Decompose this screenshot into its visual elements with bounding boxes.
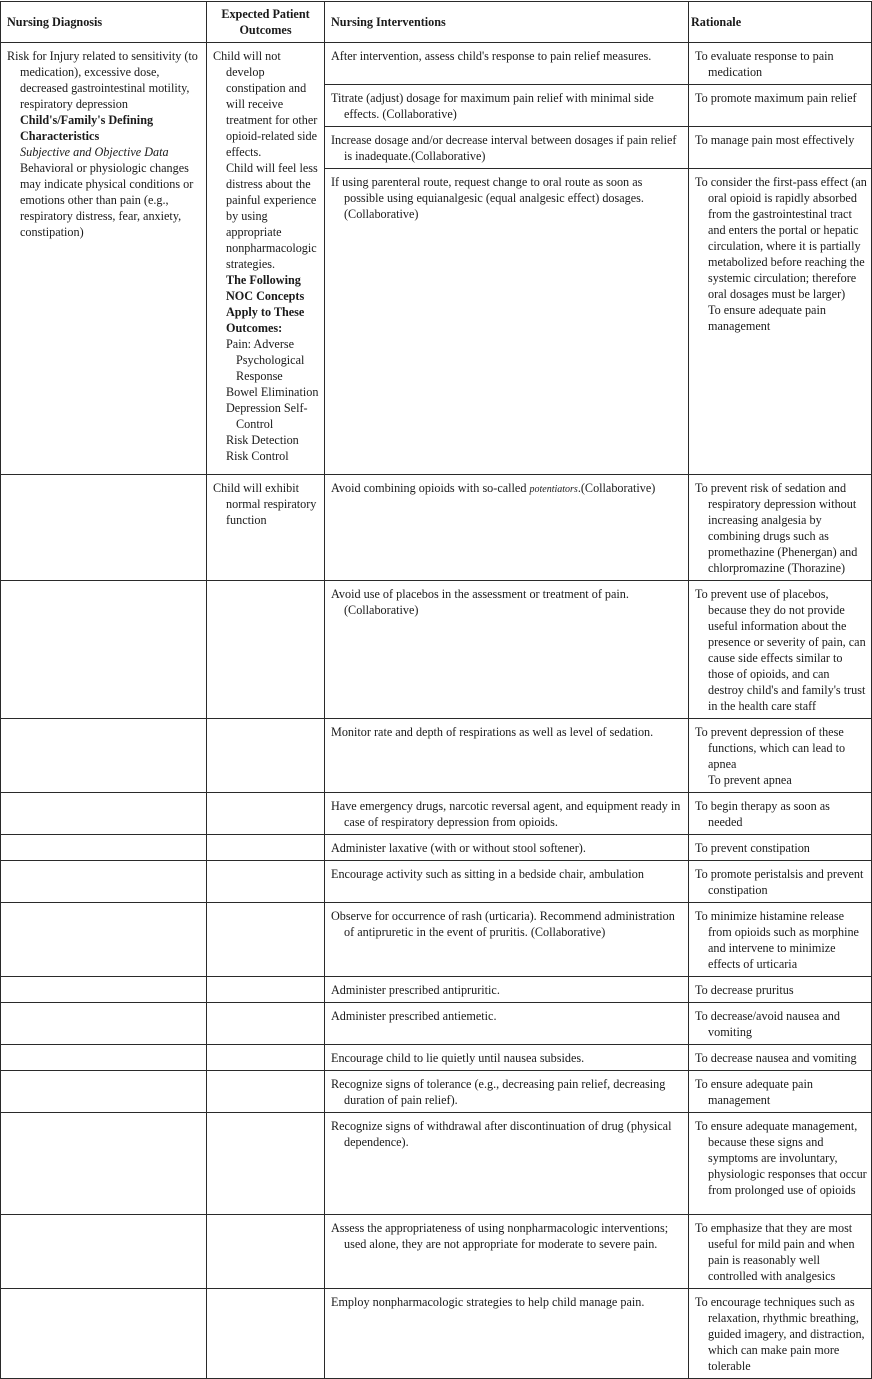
table-row [1,719,872,793]
table-row [1,581,872,719]
outcomes-cell-empty [207,1215,325,1289]
rationale-cell [689,861,872,903]
defining-characteristics-heading: Child's/Family's Defining Characteristics [20,113,154,143]
rationale-text: To ensure adequate pain management [695,1077,813,1107]
noc-item: Risk Control [226,449,289,463]
diagnosis-cell-empty [1,1045,207,1071]
noc-item: Pain: Adverse Psychological Response [226,337,305,383]
table-row [1,903,872,977]
intervention-text: Administer prescribed antipruritic. [331,983,500,997]
rationale-text: To prevent depression of these functions, which can lead to apnea [695,725,846,771]
diagnosis-cell-empty [1,475,207,581]
outcomes-cell-empty [207,793,325,835]
diagnosis-cell-empty [1,793,207,835]
rationale-text: To prevent use of placebos, because they do not provide useful information about the presence or severity of pain, can cause side effects similar to those of opioids, and can destroy child's and family's trust in the health care staff [695,587,866,713]
rationale-cell [689,835,872,861]
noc-item: Depression Self-Control [226,401,308,431]
table-row [1,43,872,85]
outcomes-cell [207,43,325,475]
table-row [1,793,872,835]
intervention-cell: Increase dosage and/or decrease interval between dosages if pain relief is inadequate.(Collaborative) [325,127,689,169]
intervention-text: Monitor rate and depth of respirations as well as level of sedation. [331,725,654,739]
table-row [1,861,872,903]
outcomes-cell [207,475,325,581]
outcomes-cell-empty [207,1045,325,1071]
rationale-cell [689,903,872,977]
nursing-care-plan-table [0,1,872,1379]
outcome-respiratory: Child will exhibit normal respiratory function [213,481,317,527]
rationale-cell [689,581,872,719]
table-row [1,835,872,861]
diagnosis-cell-empty [1,581,207,719]
intervention-cell [325,1045,689,1071]
noc-list [213,336,320,464]
outcomes-cell-empty [207,1113,325,1215]
rationale-text: To begin therapy as soon as needed [695,799,830,829]
intervention-cell [325,1113,689,1215]
intervention-text: Encourage activity such as sitting in a bedside chair, ambulation [331,867,644,881]
table-row [1,475,872,581]
rationale-text: To promote peristalsis and prevent constipation [695,867,864,897]
rationale-text: To ensure adequate management, because these signs and symptoms are involuntary, physiologic responses that occur from prolonged use of opioids [695,1119,867,1197]
intervention-cell: Titrate (adjust) dosage for maximum pain relief with minimal side effects. (Collaborative) [325,85,689,127]
rationale-text: To ensure adequate pain management [708,303,826,333]
table-row [1,1045,872,1071]
subjective-objective-heading: Subjective and Objective Data [20,145,169,159]
rationale-text: To decrease nausea and vomiting [695,1051,857,1065]
table-row [1,1289,872,1379]
intervention-text: Observe for occurrence of rash (urticaria). Recommend administration of antipruretic in the event of pruritis. (Collaborative) [331,909,675,939]
table-row [1,1113,872,1215]
rationale-text: To prevent constipation [695,841,810,855]
rationale-text: To emphasize that they are most useful for mild pain and when pain is reasonably well controlled with analgesics [695,1221,855,1283]
rationale-text: To encourage techniques such as relaxation, rhythmic breathing, guided imagery, and distraction, which can make pain more tolerable [695,1295,865,1373]
intervention-cell [325,977,689,1003]
outcomes-cell-empty [207,903,325,977]
noc-item: Risk Detection [226,433,299,447]
intervention-cell: After intervention, assess child's response to pain relief measures. [325,43,689,85]
outcome-distress: Child will feel less distress about the painful experience by using appropriate nonpharmacologic strategies. [226,161,318,271]
rationale-cell: To evaluate response to pain medication [689,43,872,85]
intervention-cell [325,1071,689,1113]
outcomes-cell-empty [207,835,325,861]
intervention-text: Administer laxative (with or without stool softener). [331,841,586,855]
intervention-text: Recognize signs of withdrawal after discontinuation of drug (physical dependence). [331,1119,672,1149]
outcomes-cell-empty [207,1071,325,1113]
intervention-text: Employ nonpharmacologic strategies to help child manage pain. [331,1295,645,1309]
intervention-cell [325,475,689,581]
intervention-text: Avoid use of placebos in the assessment or treatment of pain. (Collaborative) [331,587,629,617]
outcomes-cell-empty [207,719,325,793]
rationale-text: To minimize histamine release from opioids such as morphine and intervene to minimize effects of urticaria [695,909,859,971]
diagnosis-cell-empty [1,903,207,977]
rationale-cell [689,1003,872,1045]
rationale-cell [689,977,872,1003]
intervention-cell: If using parenteral route, request change to oral route as soon as possible using equianalgesic (equal analgesic effect) dosages. (Collaborative) [325,169,689,475]
table-row [1,1215,872,1289]
diagnosis-cell-empty [1,1113,207,1215]
diagnosis-cell-empty [1,1215,207,1289]
intervention-cell [325,903,689,977]
outcomes-cell-empty [207,1289,325,1379]
rationale-cell: To promote maximum pain relief [689,85,872,127]
diagnosis-cell [1,43,207,475]
outcomes-cell-empty [207,1003,325,1045]
diagnosis-cell-empty [1,835,207,861]
intervention-cell [325,835,689,861]
outcomes-cell-empty [207,861,325,903]
rationale-text: To decrease/avoid nausea and vomiting [695,1009,840,1039]
rationale-cell [689,1113,872,1215]
rationale-text: To prevent apnea [708,773,792,787]
outcome-constipation: Child will not develop constipation and will receive treatment for other opioid-related side effects. [213,49,318,159]
diagnosis-data-text: Behavioral or physiologic changes may indicate physical conditions or emotions other than pain (e.g., respiratory distress, fear, anxiety, constipation) [20,161,194,239]
intervention-cell [325,1215,689,1289]
outcomes-cell-empty [207,581,325,719]
rationale-cell [689,1045,872,1071]
intervention-text: Encourage child to lie quietly until nausea subsides. [331,1051,585,1065]
intervention-cell [325,793,689,835]
intervention-cell [325,719,689,793]
rationale-cell [689,719,872,793]
table-row [1,977,872,1003]
rationale-cell [689,169,872,475]
diagnosis-cell-empty [1,977,207,1003]
rationale-cell [689,1289,872,1379]
header-nursing-interventions: Nursing Interventions [325,2,689,43]
header-row [1,2,872,43]
diagnosis-cell-empty [1,719,207,793]
noc-heading: The Following NOC Concepts Apply to These Outcomes: [226,273,305,335]
rationale-cell: To prevent risk of sedation and respiratory depression without increasing analgesia by combining drugs such as promethazine (Phenergan) and chlorpromazine (Thorazine) [689,475,872,581]
rationale-cell [689,1071,872,1113]
intervention-text: Have emergency drugs, narcotic reversal agent, and equipment ready in case of respiratory depression from opioids. [331,799,681,829]
intervention-text: Administer prescribed antiemetic. [331,1009,497,1023]
intervention-text: Assess the appropriateness of using nonpharmacologic interventions; used alone, they are not appropriate for moderate to severe pain. [331,1221,669,1251]
diagnosis-cell-empty [1,861,207,903]
intervention-text: Recognize signs of tolerance (e.g., decreasing pain relief, decreasing duration of pain relief). [331,1077,666,1107]
diagnosis-statement: Risk for Injury related to sensitivity (to medication), excessive dose, decreased gastrointestinal motility, respiratory depression [7,49,198,111]
table-row [1,1071,872,1113]
header-expected-outcomes: Expected Patient Outcomes [207,2,325,43]
table-row [1,1003,872,1045]
diagnosis-cell-empty [1,1289,207,1379]
outcomes-cell-empty [207,977,325,1003]
intervention-cell [325,581,689,719]
diagnosis-cell-empty [1,1003,207,1045]
rationale-text: To consider the first-pass effect (an oral opioid is rapidly absorbed from the gastrointestinal tract and enters the portal or hepatic circulation, where it is partially metabolized before reaching the systemic circulation; therefore oral dosages must be larger) [695,175,867,301]
rationale-cell [689,793,872,835]
intervention-cell [325,1289,689,1379]
diagnosis-cell-empty [1,1071,207,1113]
noc-item: Bowel Elimination [226,385,319,399]
intervention-text: Avoid combining opioids with so-called potentiators.(Collaborative) [331,481,656,495]
intervention-cell [325,1003,689,1045]
rationale-text: To decrease pruritus [695,983,794,997]
rationale-cell [689,1215,872,1289]
intervention-cell [325,861,689,903]
header-nursing-diagnosis: Nursing Diagnosis [1,2,207,43]
header-rationale: Rationale [689,2,872,43]
rationale-cell: To manage pain most effectively [689,127,872,169]
